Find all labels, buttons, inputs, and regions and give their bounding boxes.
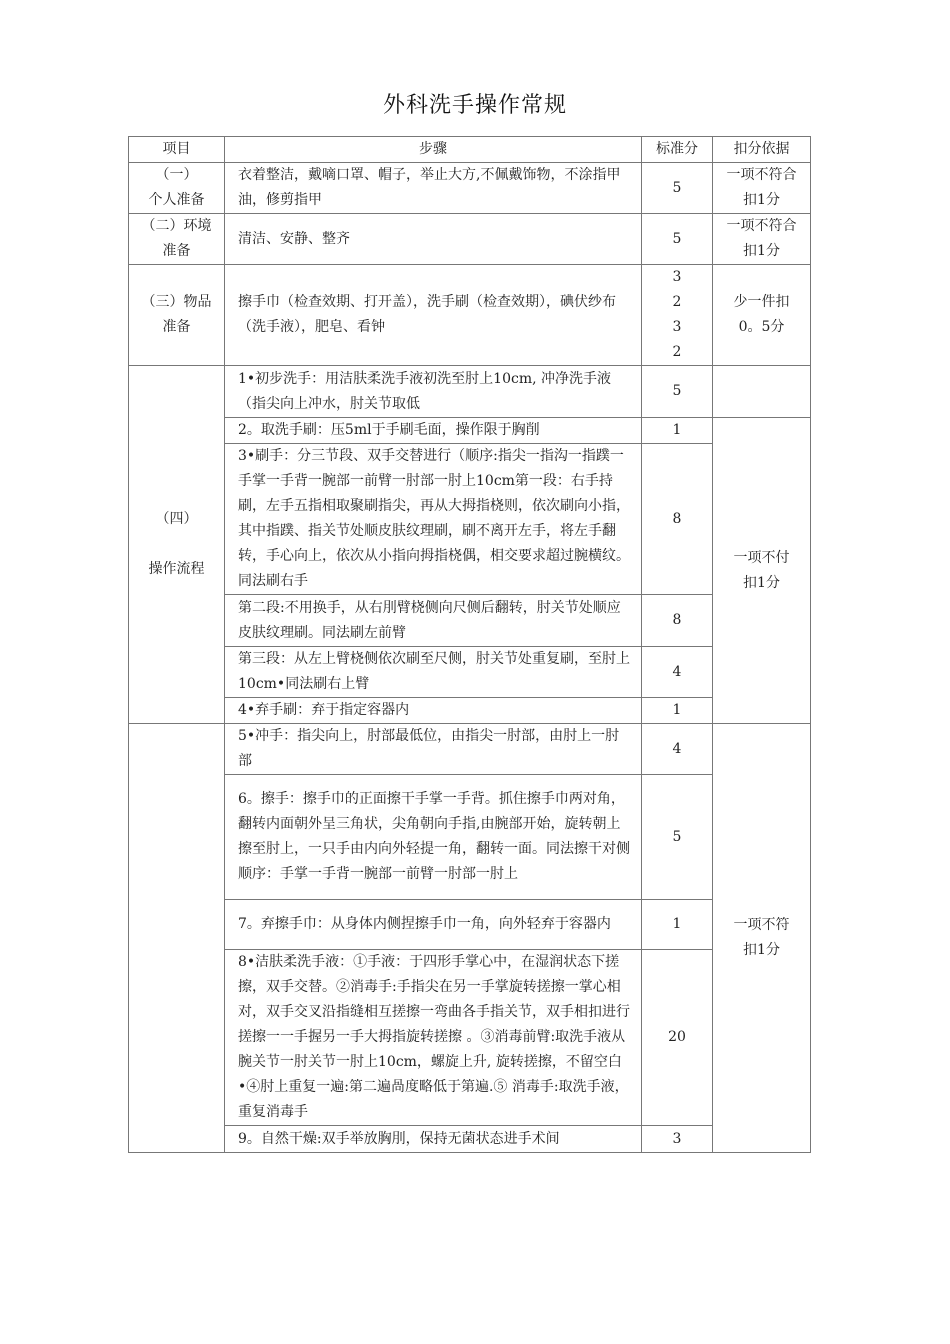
score-cell: 1 — [642, 900, 713, 950]
table-row — [129, 214, 811, 265]
item-cell-continued — [129, 724, 225, 1153]
header-basis: 扣分依据 — [713, 137, 811, 163]
score-cell: 8 — [642, 444, 713, 595]
step-cell: 4•弃手刷：弃于指定容器内 — [225, 698, 642, 724]
table-row — [129, 900, 811, 950]
score-cell: 4 — [642, 724, 713, 775]
header-item: 项目 — [129, 137, 225, 163]
score-cell: 20 — [642, 950, 713, 1126]
basis-cell — [713, 724, 811, 1153]
step-cell: 5•冲手：指尖向上，肘部最低位，由指尖一肘部，由肘上一肘部 — [225, 724, 642, 775]
table-row — [129, 595, 811, 647]
step-cell: 1•初步洗手：用洁肤柔洗手液初洗至肘上10cm, 冲净洗手液（指尖向上冲水，肘关节取低 — [225, 366, 642, 418]
header-score: 标准分 — [642, 137, 713, 163]
score-cell: 1 — [642, 698, 713, 724]
item-label: （四） 操作流程 — [148, 511, 205, 577]
table-row — [129, 775, 811, 900]
step-cell: 第三段：从左上臂桡侧依次刷至尺侧，肘关节处重复刷，至肘上10cm•同法刷右上臂 — [225, 647, 642, 698]
basis-label: 一项不符合 扣1分 — [726, 218, 797, 259]
item-cell — [129, 214, 225, 265]
table-row — [129, 418, 811, 444]
page-title: 外科洗手操作常规 — [382, 93, 567, 118]
step-cell: 9。自然干燥:双手举放胸刖，保持无菌状态进手术间 — [225, 1126, 642, 1153]
step-text: 6。擦手：擦手巾的正面擦干手掌一手背。抓住擦手巾两对角，翻转内面朝外呈三角状，尖角朝向手指,由腕部开始，旋转朝上擦至肘上，一只手由内向外轻提一角，翻转一面。同法擦干对侧 顺序：手掌一手背一腕部一前臂一肘部一肘上 — [238, 791, 630, 882]
basis-cell — [713, 163, 811, 214]
step-cell: 7。弃擦手巾：从身体内侧捏擦手巾一角，向外轻弃于容器内 — [225, 900, 642, 950]
score-cell: 5 — [642, 775, 713, 900]
basis-cell — [713, 418, 811, 724]
basis-label: 少一件扣 0。5分 — [733, 294, 790, 335]
step-cell: 第二段:不用换手，从右刖臂桡侧向尺侧后翻转，肘关节处顺应皮肤纹理刷。同法刷左前臂 — [225, 595, 642, 647]
item-label: （三）物品 准备 — [141, 294, 212, 335]
step-cell: 8•洁肤柔洗手液：①手液：于四形手掌心中，在湿润状态下搓擦，双手交替。②消毒手:手指尖在另一手掌旋转搓擦一掌心相对，双手交叉沿指缝相互搓擦一弯曲各手指关节，双手相扣进行搓擦一一手握另一手大拇指旋转搓擦 。③消毒前臂:取洗手液从腕关节一肘关节一肘上10cm，螺旋上升, 旋转搓擦，不留空白•④肘上重复一遍:第二遍咼度略低于第遍.⑤ 消毒手:取洗手液，重复消毒手 — [225, 950, 642, 1126]
item-cell-operation — [129, 366, 225, 724]
step-cell: 衣着整洁，戴嘀口罩、帽子，举止大方,不佩戴饰物，不涂指甲油，修剪指甲 — [225, 163, 642, 214]
basis-label: 一项不符合 扣1分 — [726, 167, 797, 208]
item-cell — [129, 265, 225, 366]
table-row — [129, 724, 811, 775]
table-header-row — [129, 137, 811, 163]
score-cell: 5 — [642, 163, 713, 214]
basis-label: 一项不符 扣1分 — [733, 917, 790, 958]
score-cell: 5 — [642, 366, 713, 418]
item-cell — [129, 163, 225, 214]
score-cell: 1 — [642, 418, 713, 444]
table-row — [129, 163, 811, 214]
table-row — [129, 366, 811, 418]
score-cell: 4 — [642, 647, 713, 698]
table-row — [129, 1126, 811, 1153]
item-label: （一） 个人准备 — [148, 167, 205, 208]
basis-label: 一项不付 扣1分 — [733, 549, 790, 591]
table-row — [129, 698, 811, 724]
basis-cell — [713, 214, 811, 265]
step-cell: 清洁、安静、整齐 — [225, 214, 642, 265]
table-row — [129, 950, 811, 1126]
step-cell: 2。取洗手刷：压5ml于手刷毛面，操作限于胸削 — [225, 418, 642, 444]
scoring-table — [128, 136, 811, 1153]
score-cell: 3 — [642, 1126, 713, 1153]
basis-cell — [713, 265, 811, 366]
step-cell — [225, 775, 642, 900]
score-cell — [642, 265, 713, 366]
step-cell: 擦手巾（检查效期、打开盖），洗手刷（检查效期），碘伏纱布（洗手液），肥皂、看钟 — [225, 265, 642, 366]
score-cell: 8 — [642, 595, 713, 647]
score-list: 3 2 3 2 — [672, 269, 682, 360]
score-cell: 5 — [642, 214, 713, 265]
basis-cell-empty — [713, 366, 811, 418]
table-row — [129, 265, 811, 366]
item-label: （二）环境 准备 — [141, 218, 212, 259]
table-row — [129, 647, 811, 698]
step-cell: 3•刷手：分三节段、双手交替进行（顺序:指尖一指沟一指蹼一手掌一手背一腕部一前臂一肘部一肘上10cm第一段：右手持刷，左手五指相取聚刷指尖，再从大拇指桡则，依次刷向小指，其中指蹼、指关节处顺皮肤纹理刷，刷不离开左手，将左手翻转，手心向上，依次从小指向拇指桡偶，相交要求超过腕横纹。同法刷右手 — [225, 444, 642, 595]
table-row — [129, 444, 811, 595]
header-steps: 步骤 — [225, 137, 642, 163]
